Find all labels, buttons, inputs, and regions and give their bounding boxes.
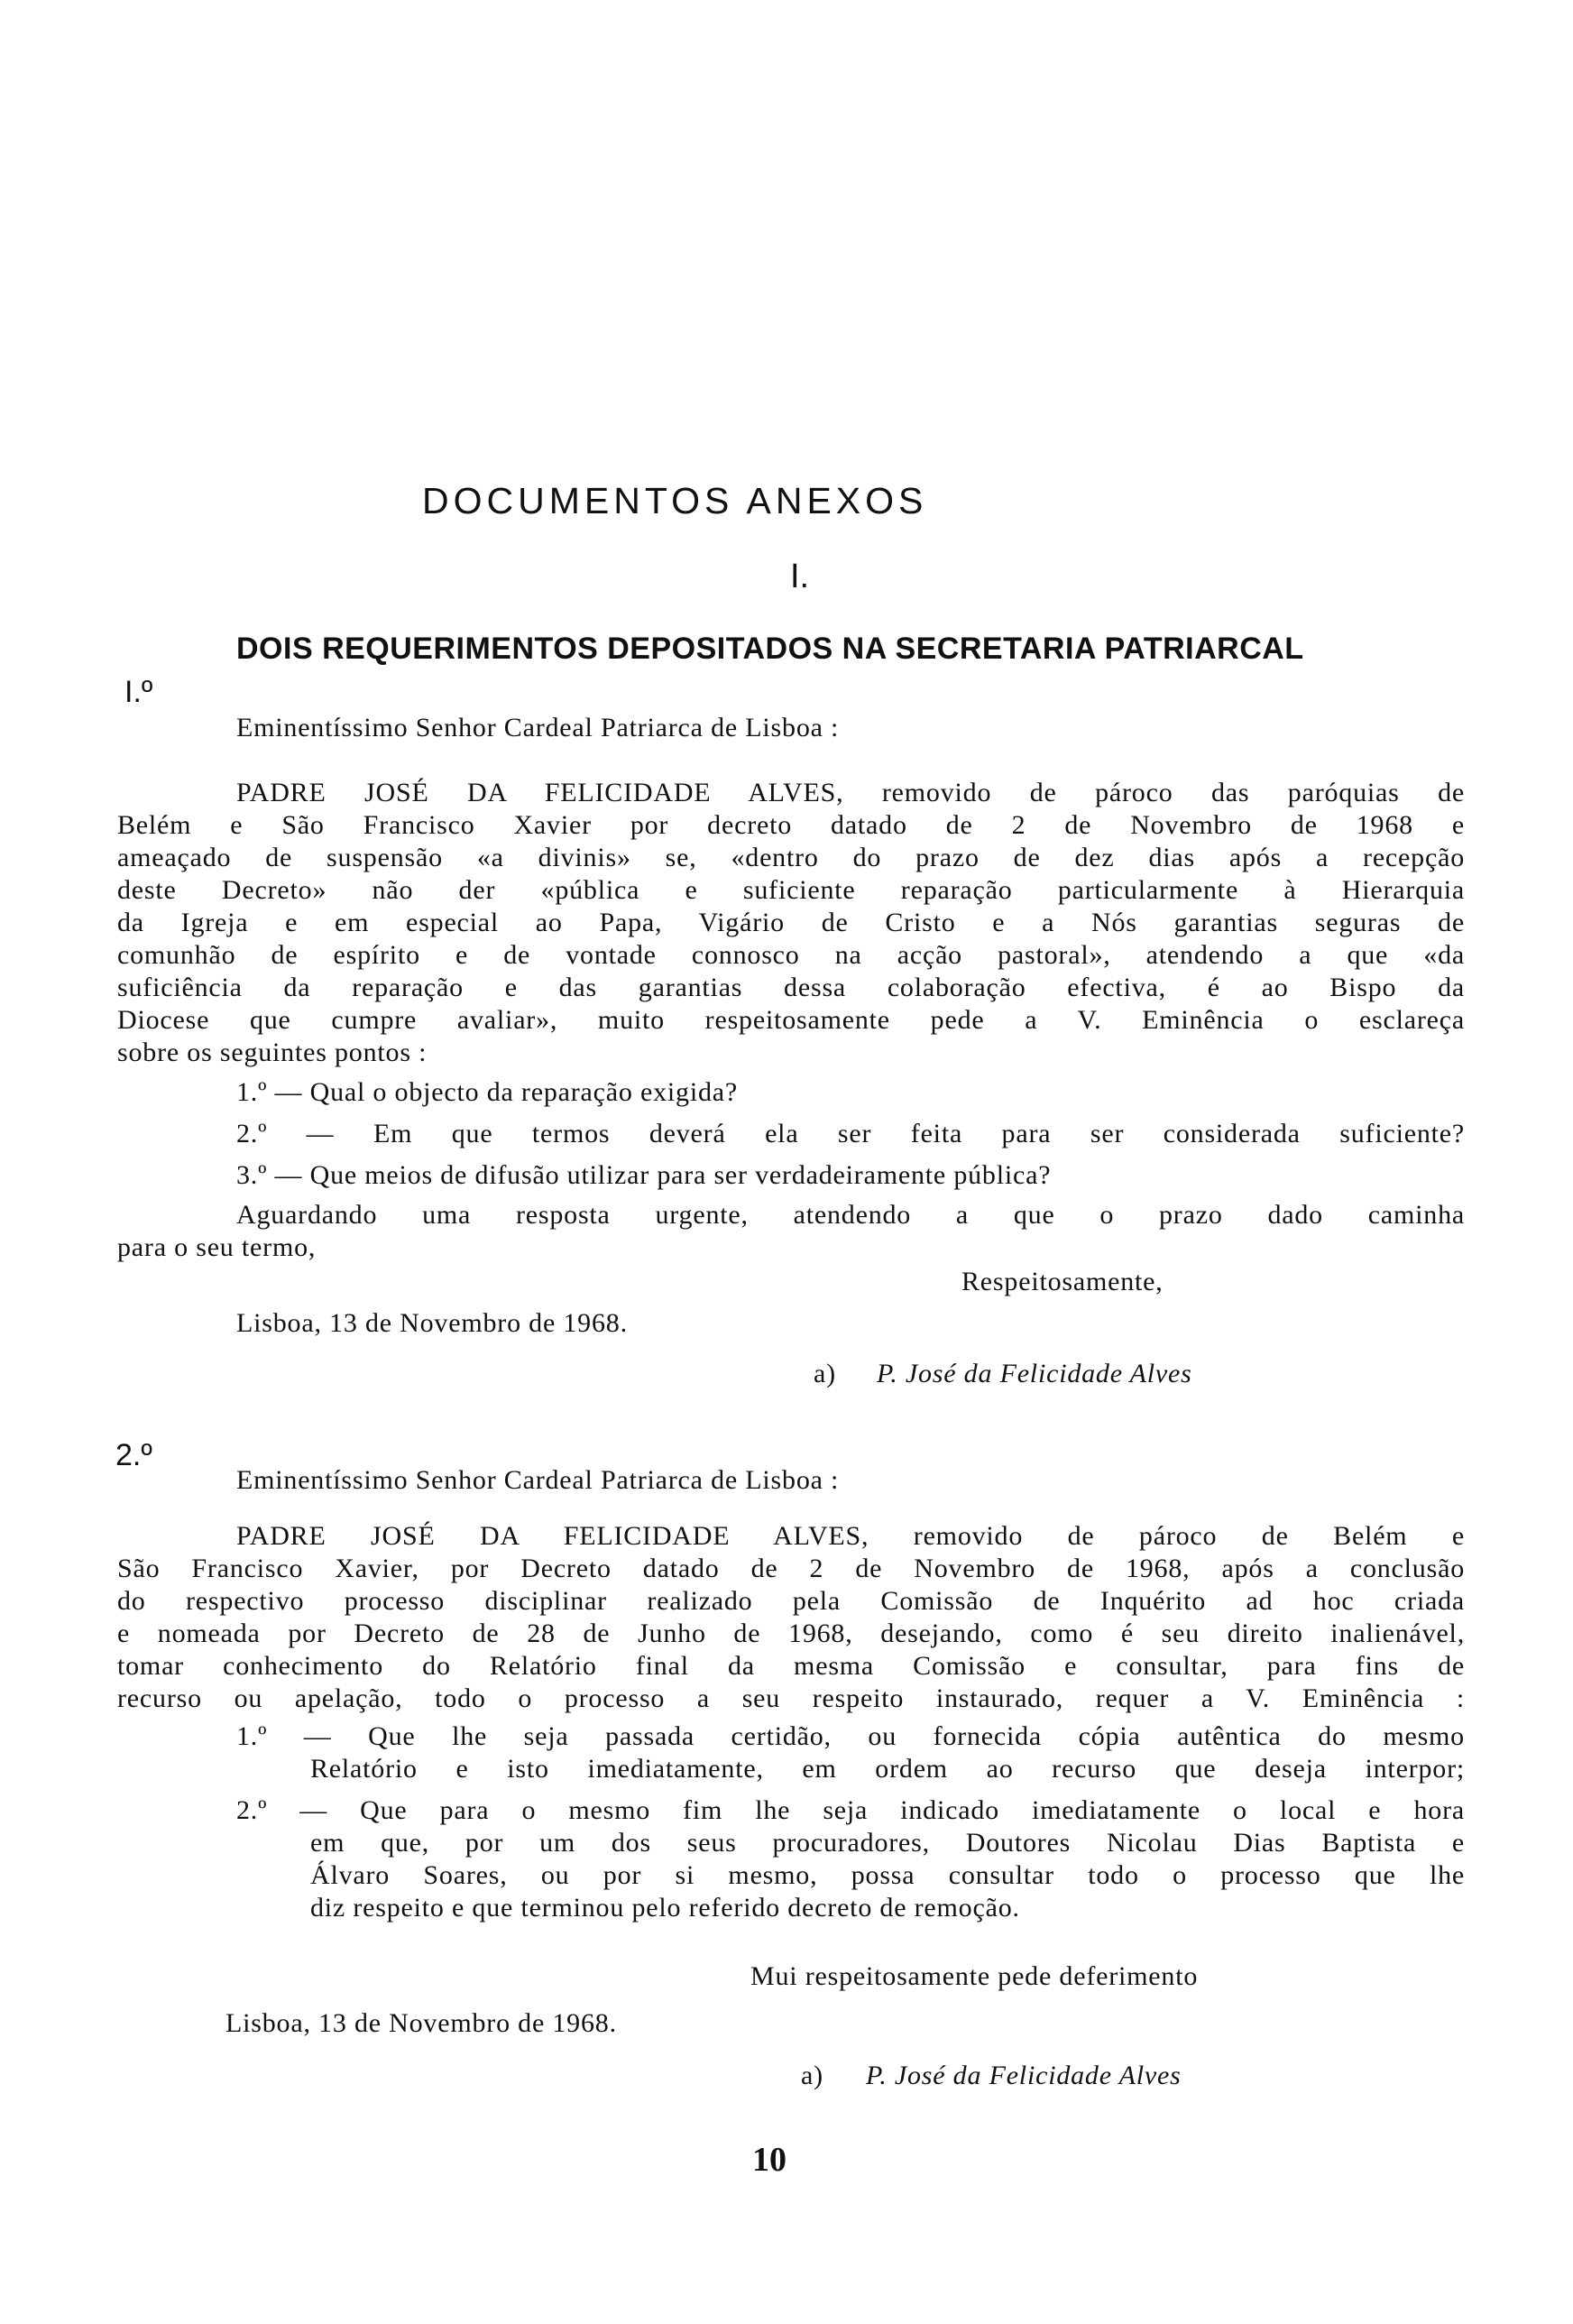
doc2-item: Relatório e isto imediatamente, em ordem ao recurso que deseja interpor;	[310, 1754, 1465, 1784]
doc1-signature-prefix: a)	[814, 1359, 836, 1388]
doc1-body-line: PADRE JOSÉ DA FELICIDADE ALVES, removido de pároco das paróquias de	[236, 778, 1465, 807]
doc1-salutation: Eminentíssimo Senhor Cardeal Patriarca de Lisboa :	[236, 713, 840, 742]
section-subtitle: DOIS REQUERIMENTOS DEPOSITADOS NA SECRETARIA PATRIARCAL	[236, 632, 1304, 666]
doc1-regards: Respeitosamente,	[961, 1267, 1164, 1296]
doc2-item: diz respeito e que terminou pelo referido decreto de remoção.	[310, 1893, 1020, 1923]
doc1-body-line: comunhão de espírito e de vontade connosco na acção pastoral», atendendo a que «da	[117, 940, 1465, 970]
doc1-signature: P. José da Felicidade Alves	[877, 1359, 1192, 1388]
doc2-item: Álvaro Soares, ou por si mesmo, possa consultar todo o processo que lhe	[310, 1860, 1465, 1890]
doc2-body-line: São Francisco Xavier, por Decreto datado de 2 de Novembro de 1968, após a conclusão	[117, 1554, 1465, 1583]
doc2-body-line: e nomeada por Decreto de 28 de Junho de 1968, desejando, como é seu direito inalienável,	[117, 1618, 1465, 1648]
doc1-question: 2.º — Em que termos deverá ela ser feita para ser considerada suficiente?	[236, 1119, 1465, 1148]
doc1-date: Lisboa, 13 de Novembro de 1968.	[236, 1308, 628, 1338]
doc2-salutation: Eminentíssimo Senhor Cardeal Patriarca de Lisboa :	[236, 1465, 840, 1495]
doc1-question: 1.º — Qual o objecto da reparação exigida?	[236, 1077, 739, 1107]
doc2-marker: 2.º	[115, 1438, 152, 1472]
doc2-signature-prefix: a)	[801, 2061, 823, 2090]
doc1-closing: Aguardando uma resposta urgente, atendendo a que o prazo dado caminha	[236, 1200, 1465, 1230]
doc1-body-line: da Igreja e em especial ao Papa, Vigário de Cristo e a Nós garantias seguras de	[117, 908, 1465, 937]
doc2-item: em que, por um dos seus procuradores, Doutores Nicolau Dias Baptista e	[310, 1828, 1465, 1858]
doc1-body-line: Diocese que cumpre avaliar», muito respeitosamente pede a V. Eminência o esclareça	[117, 1005, 1465, 1035]
doc1-body-line: ameaçado de suspensão «a divinis» se, «dentro do prazo de dez dias após a recepção	[117, 843, 1465, 872]
doc2-body-line: do respectivo processo disciplinar realizado pela Comissão de Inquérito ad hoc criada	[117, 1586, 1465, 1616]
doc2-body-line: tomar conhecimento do Relatório final da mesma Comissão e consultar, para fins de	[117, 1651, 1465, 1681]
doc1-body-line: suficiência da reparação e das garantias dessa colaboração efectiva, é ao Bispo da	[117, 973, 1465, 1002]
doc2-item: 1.º — Que lhe seja passada certidão, ou fornecida cópia autêntica do mesmo	[236, 1721, 1465, 1751]
doc1-body-line: Belém e São Francisco Xavier por decreto datado de 2 de Novembro de 1968 e	[117, 810, 1465, 840]
page-number: 10	[752, 2141, 786, 2179]
doc1-body-line: deste Decreto» não der «pública e suficiente reparação particularmente à Hierarquia	[117, 875, 1465, 905]
doc1-closing: para o seu termo,	[117, 1232, 317, 1262]
doc1-marker: I.º	[124, 675, 153, 709]
doc2-date: Lisboa, 13 de Novembro de 1968.	[225, 2008, 617, 2038]
doc1-question: 3.º — Que meios de difusão utilizar para ser verdadeiramente pública?	[236, 1160, 1052, 1190]
page-title: DOCUMENTOS ANEXOS	[422, 480, 928, 521]
doc2-item: 2.º — Que para o mesmo fim lhe seja indicado imediatamente o local e hora	[236, 1795, 1465, 1825]
section-numeral: I.	[790, 558, 810, 595]
doc2-body-line: recurso ou apelação, todo o processo a seu respeito instaurado, requer a V. Eminência :	[117, 1683, 1465, 1713]
doc1-body-line: sobre os seguintes pontos :	[117, 1038, 428, 1067]
doc2-body-line: PADRE JOSÉ DA FELICIDADE ALVES, removido de pároco de Belém e	[236, 1521, 1465, 1551]
doc2-regards: Mui respeitosamente pede deferimento	[750, 1961, 1199, 1991]
doc2-signature: P. José da Felicidade Alves	[866, 2061, 1182, 2090]
